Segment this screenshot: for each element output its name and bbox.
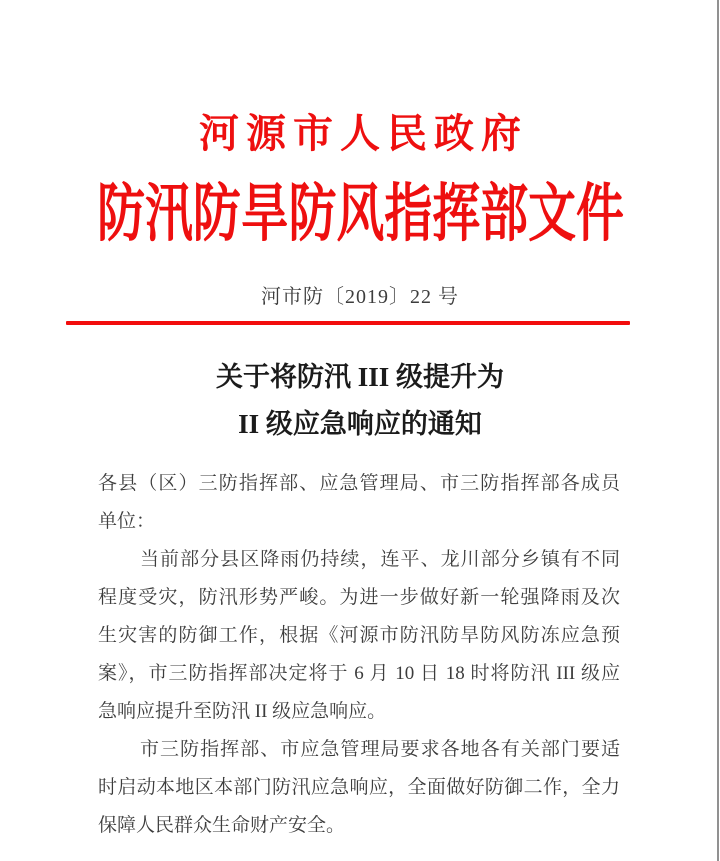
body-line: 生灾害的防御工作，根据《河源市防汛防旱防风防冻应急预 (98, 625, 620, 646)
masthead-text: 防汛防旱防风指挥部文件 (96, 179, 624, 249)
red-divider-rule (66, 321, 630, 325)
masthead (0, 163, 720, 254)
body-line: 程度受灾，防汛形势严峻。为进一步做好新一轮强降雨及次 (98, 587, 620, 608)
body-line: 急响应提升至防汛 II 级应急响应。 (98, 701, 387, 722)
issuer-name: 河源市人民政府 (199, 111, 528, 156)
body-line: 案》，市三防指挥部决定将于 6 月 10 日 18 时将防汛 III 级应 (98, 663, 620, 684)
document-title-line2: II 级应急响应的通知 (238, 409, 482, 439)
document-body (98, 465, 620, 845)
body-line: 单位： (98, 511, 156, 532)
document-number: 河市防〔2019〕22 号 (261, 286, 459, 308)
body-line: 时启动本地区本部门防汛应急响应，全面做好防御二作，全力 (98, 777, 620, 798)
body-line: 市三防指挥部、市应急管理局要求各地各有关部门要适 (140, 739, 620, 760)
body-line: 当前部分县区降雨仍持续，连平、龙川部分乡镇有不同 (140, 549, 620, 570)
document-title-line1: 关于将防汛 III 级提升为 (215, 362, 505, 392)
body-line: 各县（区）三防指挥部、应急管理局、市三防指挥部各成员 (98, 473, 620, 494)
body-line: 保障人民群众生命财产安全。 (98, 815, 346, 836)
